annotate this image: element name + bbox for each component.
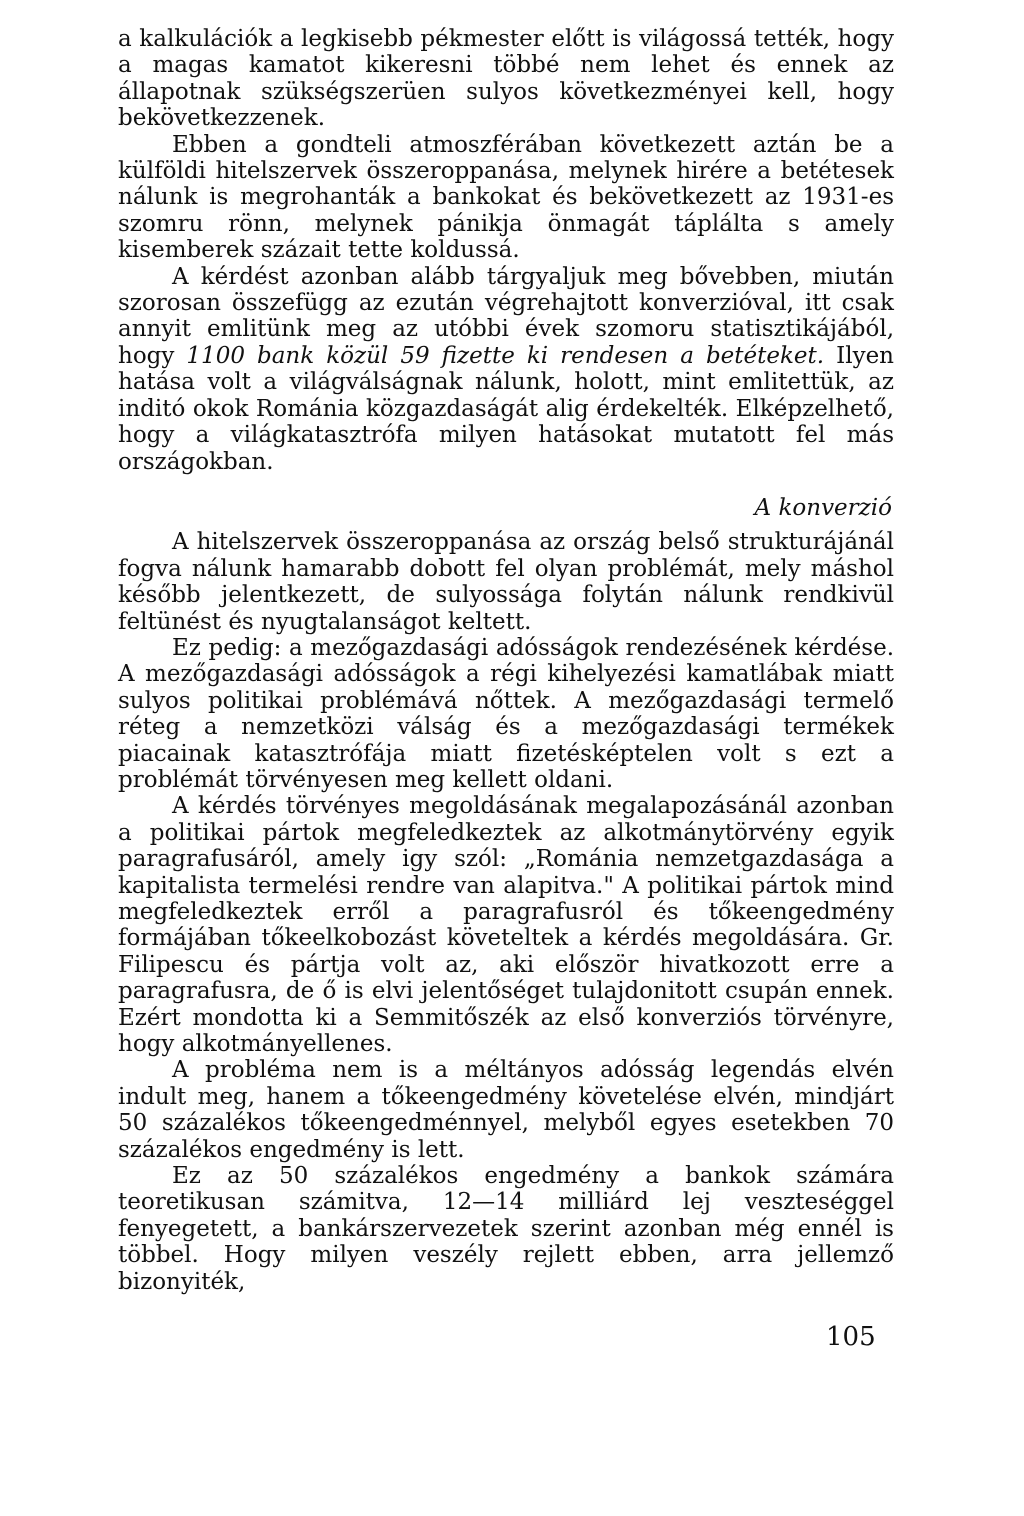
paragraph-3-text-b: Ilyen hatása volt a világválságnak nálunk, holott, mint emlitettük, az inditó okok Románia közgazdaságát alig érdekelték. Elképzelhető, hogy a világkatasztrófa milyen hatásokat mutatott fel más országokban. bbox=[118, 342, 894, 475]
paragraph-1: a kalkulációk a legkisebb pékmester előtt is világossá tették, hogy a magas kamatot kikeresni többé nem lehet és ennek az állapotnak szükségszerüen sulyos következményei kell, hogy bekövetkezzenek. bbox=[118, 26, 894, 132]
document-page bbox=[118, 26, 894, 1295]
paragraph-8: Ez az 50 százalékos engedmény a bankok számára teoretikusan számitva, 12—14 milliárd lej veszteséggel fenyegetett, a bankárszervezetek szerint azonban még ennél is többel. Hogy milyen veszély rejlett ebben, arra jellemző bizonyiték, bbox=[118, 1163, 894, 1295]
paragraph-3-text-a: A kérdést azonban alább tárgyaljuk meg bővebben, miután szorosan összefügg az ezután végrehajtott konverzióval, itt csak annyit emlitünk meg az utóbbi évek szomoru statisztikájából, hogy bbox=[118, 263, 894, 369]
paragraph-7: A probléma nem is a méltányos adósság legendás elvén indult meg, hanem a tőkeengedmény követelése elvén, mindjárt 50 százalékos tőkeengedménnyel, melyből egyes esetekben 70 százalékos engedmény is lett. bbox=[118, 1057, 894, 1163]
paragraph-3-italic: 1100 bank közül 59 fizette ki rendesen a betéteket. bbox=[186, 342, 825, 369]
paragraph-2: Ebben a gondteli atmoszférában következett aztán be a külföldi hitelszervek összeroppanása, melynek hirére a betétesek nálunk is megrohanták a bankokat és bekövetkezett az 1931-es szomru rönn, melynek pánikja önmagát táplálta s amely kisemberek százait tette koldussá. bbox=[118, 131, 894, 264]
section-heading: A konverzió bbox=[754, 494, 892, 521]
page-number: 105 bbox=[826, 1322, 876, 1352]
paragraph-6: A kérdés törvényes megoldásának megalapozásánál azonban a politikai pártok megfeledkeztek az alkotmánytörvény egyik paragrafusáról, amely igy szól: „Románia nemzetgazdasága a kapitalista termelési rendre van alapitva." A politikai pártok mind megfeledkeztek erről a paragrafusról és tőkeengedmény formájában tőkeelkobozást követeltek a kérdés megoldására. Gr. Filipescu és pártja volt az, aki először hivatkozott erre a paragrafusra, de ő is elvi jelentőséget tulajdonitott csupán ennek. Ezért mondotta ki a Semmitőszék az első konverziós törvényre, hogy alkotmányellenes. bbox=[118, 793, 894, 1058]
paragraph-3 bbox=[118, 264, 894, 475]
paragraph-4: A hitelszervek összeroppanása az ország belső strukturájánál fogva nálunk hamarabb dobott fel olyan problémát, mely máshol később jelentkezett, de sulyossága folytán nálunk rendkivül feltünést és nyugtalanságot keltett. bbox=[118, 529, 894, 635]
paragraph-5: Ez pedig: a mezőgazdasági adósságok rendezésének kérdése. A mezőgazdasági adósságok a régi kihelyezési kamatlábak miatt sulyos politikai problémává nőttek. A mezőgazdasági termelő réteg a nemzetközi válság és a mezőgazdasági termékek piacainak katasztrófája miatt fizetésképtelen volt s ezt a problémát törvényesen meg kellett oldani. bbox=[118, 634, 894, 793]
